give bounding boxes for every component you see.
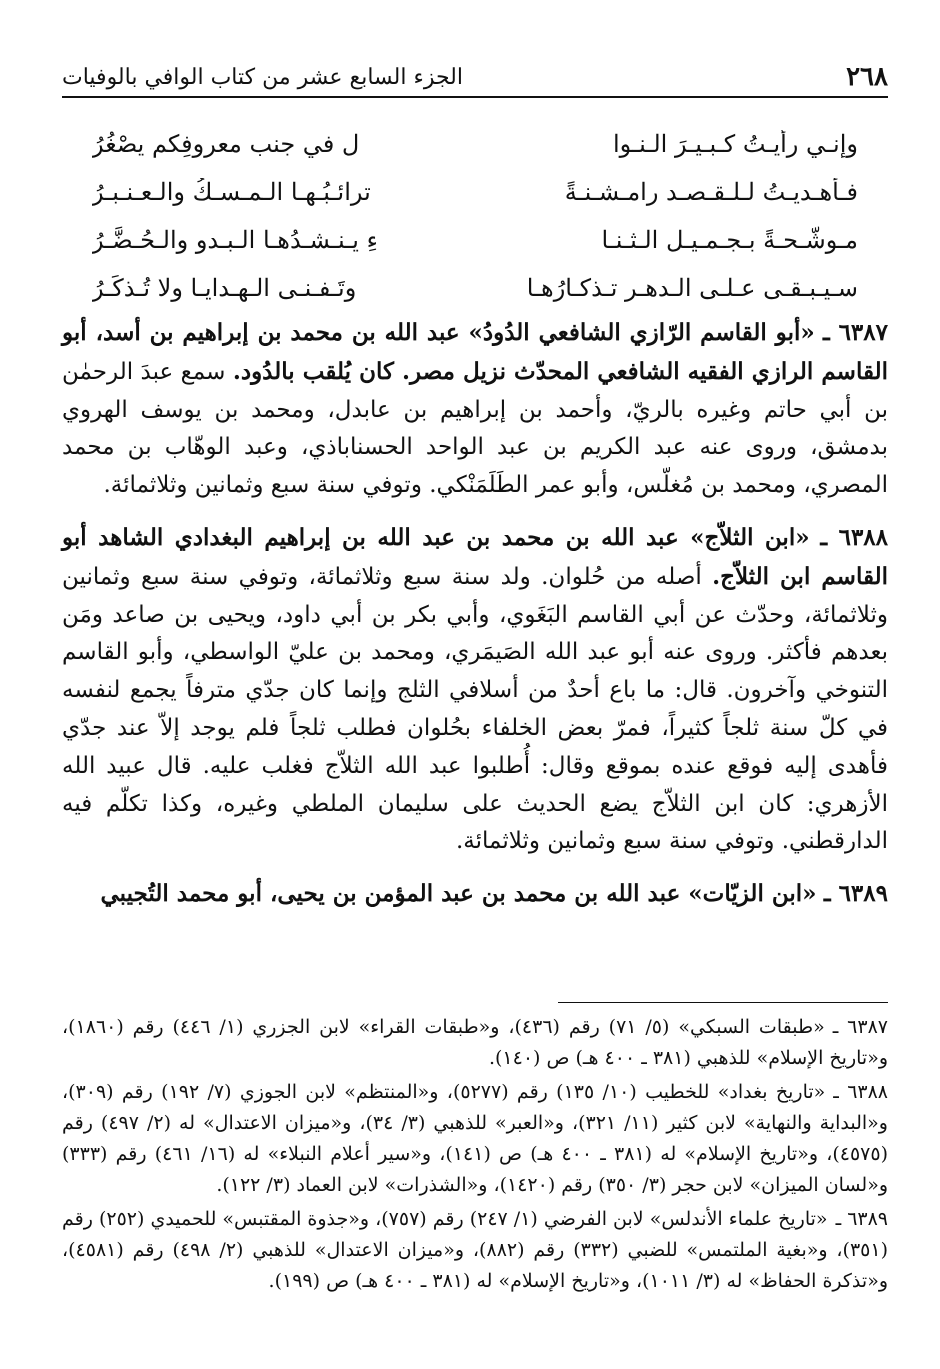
entry-heading: «أبو القاسم الرّازي الشافعي الدُودُ» عبد الله بن محمد بن إبراهيم بن أسد، أبو القاسم الرازي الفقيه الشافعي المحدّث نزيل مصر. كان يُلقب بالدُود. xyxy=(62,319,888,385)
footnote-text: «طبقات السبكي» (٥/ ٧١) رقم (٤٣٦)، و«طبقات القراء» لابن الجزري (١/ ٤٤٦) رقم (١٨٦٠)، و«تاريخ الإسلام» للذهبي (٣٨١ ـ ٤٠٠ هـ) ص (١٤٠). xyxy=(62,1016,888,1069)
footnote-text: «تاريخ بغداد» للخطيب (١٠/ ١٣٥) رقم (٥٢٧٧)، و«المنتظم» لابن الجوزي (٧/ ١٩٢) رقم (٣٠٩)، و«البداية والنهاية» لابن كثير (١١/ ٣٢١)، و«العبر» للذهبي (٣/ ٣٤)، و«ميزان الاعتدال» له (٢/ ٤٩٧) رقم (٤٥٧٥)، و«تاريخ الإسلام» له (٣٨١ ـ ٤٠٠ هـ) ص (١٤١)، و«سير أعلام النبلاء» له (١٦/ ٤٦١) رقم (٣٣٣) و«لسان الميزان» لابن حجر (٣/ ٣٥٠) رقم (١٤٢٠)، و«الشذرات» لابن العماد (٣/ ١٢٢). xyxy=(62,1081,888,1196)
footnote-number: ٦٣٨٨ ـ xyxy=(833,1081,889,1103)
verse-second-hemistich: لِ في جنب معروفِكم يصْغُرُ xyxy=(92,130,360,158)
footnotes xyxy=(62,1012,888,1300)
verse-first-hemistich: فـأهـديـتُ لـلـقـصـد رامـشـنـةً xyxy=(564,178,858,206)
entry-heading: «ابن الزيّات» عبد الله بن محمد بن عبد المؤمن بن يحيى، أبو محمد التُجيبي xyxy=(100,880,817,908)
biography-entry xyxy=(62,519,888,861)
verse-first-hemistich: سـيـبـقـى عـلـى الـدهـر تـذكـارُهـا xyxy=(526,274,858,302)
verse-second-hemistich: ترائـبُـهـا الـمـسـكُ والـعـنـبـرُ xyxy=(92,178,371,206)
biography-entries xyxy=(62,314,888,928)
footnote xyxy=(62,1077,888,1201)
footnote xyxy=(62,1204,888,1297)
footnote-separator xyxy=(558,1002,888,1003)
verse-second-hemistich: ءِ يـنـشـدُهـا الـبـدو والـحُـضَّـرُ xyxy=(92,226,378,254)
biography-entry xyxy=(62,875,888,914)
entry-heading: «ابن الثلاّج» عبد الله بن محمد بن عبد الله بن إبراهيم البغدادي الشاهد أبو القاسم ابن الثلاّج. xyxy=(62,523,888,590)
verse-first-hemistich: وإنـي رأيـتُ كـبـيـرَ الـنـوا xyxy=(613,130,858,158)
poem xyxy=(92,120,858,312)
footnote-text: «تاريخ علماء الأندلس» لابن الفرضي (١/ ٢٤٧) رقم (٧٥٧)، و«جذوة المقتبس» للحميدي (٢٥٢) رقم (٣٥١)، و«بغية الملتمس» للضبي (٣٣٢) رقم (٨٨٢)، و«ميزان الاعتدال» للذهبي (٢/ ٤٩٨) رقم (٤٥٨١)، و«تذكرة الحفاظ» له (٣/ ١٠١١)، و«تاريخ الإسلام» له (٣٨١ ـ ٤٠٠ هـ) ص (١٩٩). xyxy=(62,1208,889,1292)
entry-number: ٦٣٨٧ ـ xyxy=(822,319,888,346)
footnote-number: ٦٣٨٩ ـ xyxy=(835,1208,889,1230)
entry-body: سمع عبدَ الرحمٰن بن أبي حاتم وغيره بالريّ، وأحمد بن إبراهيم بن عابدل، ومحمد بن يوسف الهروي بدمشق، وروى عنه عبد الكريم بن عبد الواحد الحسناباذي، وعبد الوهّاب بن محمد المصري، ومحمد بن مُغلّس، وأبو عمر الطَلَمَنْكي. وتوفي سنة سبع وثمانين وثلاثمائة. xyxy=(62,358,888,499)
book-page xyxy=(62,40,888,1340)
entry-number: ٦٣٨٩ ـ xyxy=(823,880,888,908)
poem-verse xyxy=(92,216,858,264)
running-title: الجزء السابع عشر من كتاب الوافي بالوفيات xyxy=(62,65,463,90)
page-number: ٢٦٨ xyxy=(846,62,888,92)
poem-verse xyxy=(92,120,858,168)
footnote xyxy=(62,1012,888,1074)
footnote-number: ٦٣٨٧ ـ xyxy=(832,1016,888,1038)
entry-body: أصله من حُلوان. ولد سنة سبع وثلاثمائة، وتوفي سنة سبع وثمانين وثلاثمائة، وحدّث عن أبي القاسم البَغَوي، وأبي بكر بن أبي داود، ويحيى بن صاعد ومَن بعدهم فأكثر. وروى عنه أبو عبد الله الصَيمَري، ومحمد بن عليّ الواسطي، وأبو القاسم التنوخي وآخرون. قال: ما باع أحدٌ من أسلافي الثلج وإنما كان جدّي مترفاً يجمع لنفسه في كلّ سنة ثلجاً كثيراً، فمرّ بعض الخلفاء بحُلوان فطلب ثلجاً فلم يوجد إلاّ عند جدّي فأهدى إليه فوقع عنده بموقع وقال: أُطلبوا عبد الله الثلاّج فغلب عليه. قال عبيد الله الأزهري: كان ابن الثلاّج يضع الحديث على سليمان الملطي وغيره، وكذا تكلّم فيه الدارقطني. وتوفي سنة سبع وثمانين وثلاثمائة. xyxy=(62,563,888,855)
running-header xyxy=(62,50,888,98)
verse-first-hemistich: مـوشّـحـةً بـجـمـيـل الـثـنـا xyxy=(601,226,858,254)
verse-second-hemistich: وتَـفـنـى الـهـدايـا ولا تُـذكَـرُ xyxy=(92,274,357,302)
entry-number: ٦٣٨٨ ـ xyxy=(820,523,889,551)
poem-verse xyxy=(92,168,858,216)
poem-verse xyxy=(92,264,858,312)
biography-entry xyxy=(62,314,888,505)
